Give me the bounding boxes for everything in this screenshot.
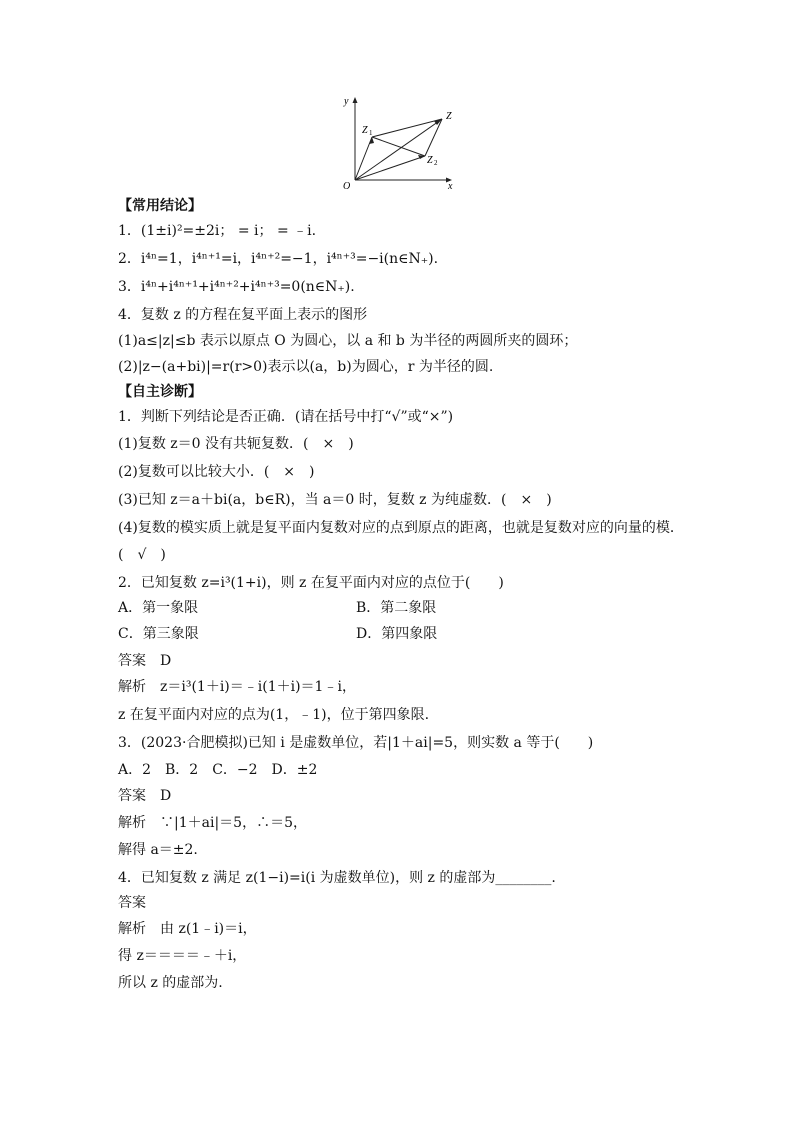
- question-2-answer: 答案 D: [118, 653, 172, 669]
- question-2-option-b: B．第二象限: [356, 600, 437, 616]
- question-1-item-4: (4)复数的模实质上就是复平面内复数对应的点到原点的距离，也就是复数对应的向量的模．: [118, 520, 684, 536]
- conclusion-3: 3．i⁴ⁿ+i⁴ⁿ⁺¹+i⁴ⁿ⁺²+i⁴ⁿ⁺³=0(n∈N₊).: [118, 279, 355, 295]
- conclusion-2: 2．i⁴ⁿ=1，i⁴ⁿ⁺¹=i，i⁴ⁿ⁺²=−1，i⁴ⁿ⁺³=−i(n∈N₊).: [118, 251, 439, 267]
- complex-plane-figure: [336, 92, 466, 192]
- question-4-explanation-2: 得 z＝＝＝＝﹣＋i，: [118, 948, 247, 964]
- origin-label: O: [343, 181, 351, 192]
- conclusion-4-item-1: (1)a≤|z|≤b 表示以原点 O 为圆心，以 a 和 b 为半径的两圆所夹的圆环；: [118, 333, 578, 349]
- question-4-explanation: 解析 由 z(1﹣i)＝i，: [118, 921, 257, 937]
- y-axis-label: y: [344, 96, 349, 107]
- z1-subscript: 1: [369, 129, 373, 137]
- z2-label: Z: [427, 155, 433, 166]
- question-2-explanation-2: z 在复平面内对应的点为(1，﹣1)，位于第四象限.: [118, 707, 430, 723]
- y-axis-arrow: [353, 97, 358, 103]
- self-diagnosis-heading: 【自主诊断】: [118, 384, 202, 400]
- question-2: 2．已知复数 z=i³(1+i)，则 z 在复平面内对应的点位于( ): [118, 575, 504, 591]
- question-3: 3．(2023·合肥模拟)已知 i 是虚数单位，若|1＋ai|=5，则实数 a 等于( ): [118, 735, 594, 751]
- question-2-explanation: 解析 z＝i³(1＋i)＝﹣i(1＋i)＝1﹣i，: [118, 679, 356, 695]
- question-1: 1．判断下列结论是否正确．(请在括号中打“√”或“×”): [118, 409, 454, 425]
- conclusion-4: 4．复数 z 的方程在复平面上表示的图形: [118, 307, 368, 323]
- question-1-item-1: (1)复数 z＝0 没有共轭复数．( × ): [118, 436, 354, 452]
- question-1-item-4-answer: ( √ ): [118, 547, 166, 563]
- question-2-option-d: D．第四象限: [356, 626, 438, 642]
- question-4-explanation-3: 所以 z 的虚部为.: [118, 975, 223, 991]
- question-1-item-3: (3)已知 z＝a＋bi(a，b∈R)，当 a＝0 时，复数 z 为纯虚数．( × ): [118, 492, 552, 508]
- z-label: Z: [446, 111, 452, 122]
- question-2-option-c: C．第三象限: [118, 626, 199, 642]
- z2-subscript: 2: [434, 159, 438, 167]
- x-axis-label: x: [448, 181, 453, 192]
- question-3-explanation-2: 解得 a＝±2.: [118, 842, 198, 858]
- side-z1z: [372, 119, 442, 137]
- question-3-options: A．2 B．2 C．−2 D．±2: [118, 762, 318, 778]
- vector-oz2: [355, 156, 425, 180]
- conclusion-4-item-2: (2)|z−(a+bi)|=r(r>0)表示以(a，b)为圆心，r 为半径的圆.: [118, 359, 494, 375]
- z1-label: Z: [362, 125, 368, 136]
- common-conclusions-heading: 【常用结论】: [118, 198, 202, 214]
- question-3-explanation: 解析 ∵|1＋ai|＝5，∴＝5，: [118, 815, 307, 831]
- question-3-answer: 答案 D: [118, 788, 172, 804]
- question-2-option-a: A．第一象限: [118, 600, 199, 616]
- question-4: 4．已知复数 z 满足 z(1−i)=i(i 为虚数单位)，则 z 的虚部为________.: [118, 870, 556, 886]
- question-1-item-2: (2)复数可以比较大小．( × ): [118, 464, 315, 480]
- question-4-answer: 答案: [118, 895, 146, 911]
- diagonal-z1z2: [372, 137, 425, 156]
- conclusion-1: 1．(1±i)²=±2i； = i； = ﹣i.: [118, 223, 317, 239]
